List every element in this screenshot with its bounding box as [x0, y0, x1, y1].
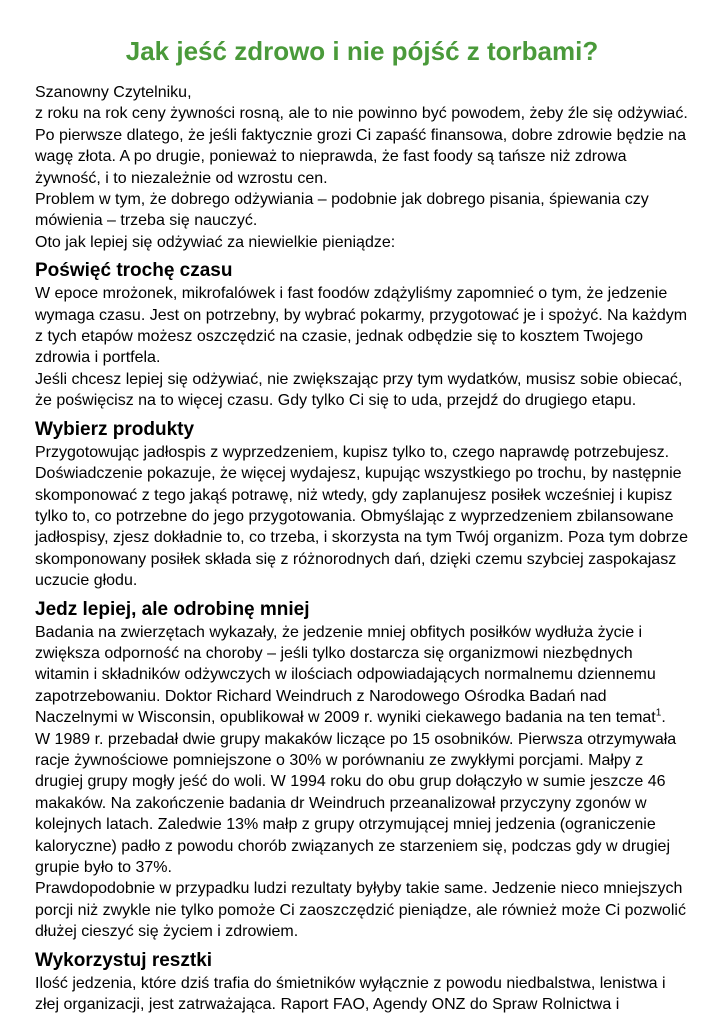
- section-time: [35, 259, 689, 411]
- page-title: Jak jeść zdrowo i nie pójść z torbami?: [125, 36, 599, 66]
- intro-paragraph: z roku na rok ceny żywności rosną, ale to nie powinno być powodem, żeby źle się odżywiać. Po pierwsze dlatego, że jeśli faktycznie grozi Ci zapaść finansowa, dobre zdrowie będzie na wagę złota. A po drugie, ponieważ to nieprawda, że fast foody są tańsze niż zdrowa żywność, i to niezależnie od wzrostu cen.: [35, 105, 688, 187]
- section-paragraph: W 1989 r. przebadał dwie grupy makaków liczące po 15 osobników. Pierwsza otrzymywała racje żywnościowe pomniejszone o 30% w porównaniu ze zwykłymi porcjami. Małpy z drugiej grupy mogły jeść do woli. W 1994 roku do obu grup dołączyło w sumie jeszcze 46 makaków. Na zakończenie badania dr Weindruch przeanalizował przyczyny zgonów w kolejnych latach. Zaledwie 13% małp z grupy otrzymującej mniej jedzenia (ograniczenie kaloryczne) padło z powodu chorób związanych ze starzeniem się, podczas gdy w drugiej grupie było to 37%.: [35, 730, 677, 876]
- paragraph-text: Badania na zwierzętach wykazały, że jedzenie mniej obfitych posiłków wydłuża życie i zwiększa odporność na choroby – jeśli tylko dostarcza się organizmowi niezbędnych witamin i składników odżywczych w ilościach odpowiadających normalnemu dziennemu zapotrzebowaniu. Doktor Richard Weindruch z Narodowego Ośrodka Badań nad Naczelnymi w Wisconsin, opublikował w 2009 r. wyniki ciekawego badania na ten temat: [35, 623, 656, 727]
- section-leftovers: [35, 949, 689, 1016]
- intro-paragraph: Oto jak lepiej się odżywiać za niewielkie pieniądze:: [35, 233, 396, 251]
- section-paragraph: Jeśli chcesz lepiej się odżywiać, nie zwiększając przy tym wydatków, musisz sobie obiecać, że poświęcisz na to więcej czasu. Gdy tylko Ci się to uda, przejdź do drugiego etapu.: [35, 370, 683, 410]
- section-heading: Wybierz produkty: [35, 418, 195, 440]
- section-eat-less: [35, 598, 689, 943]
- intro-greeting: Szanowny Czytelniku,: [35, 84, 192, 101]
- section-heading: Poświęć trochę czasu: [35, 260, 233, 282]
- section-products: [35, 418, 689, 592]
- section-paragraph: W epoce mrożonek, mikrofalówek i fast foodów zdążyliśmy zapomnieć o tym, że jedzenie wymaga czasu. Jest on potrzebny, by wybrać pokarmy, przygotować je i spożyć. Na każdym z tych etapów możesz oszczędzić na czasie, jednak odbędzie się to kosztem Twojego zdrowia i portfela.: [35, 285, 688, 367]
- section-heading: Wykorzystuj resztki: [35, 949, 213, 971]
- intro: [35, 82, 689, 253]
- section-paragraph: Przygotowując jadłospis z wyprzedzeniem, kupisz tylko to, czego naprawdę potrzebujesz. Doświadczenie pokazuje, że więcej wydajesz, kupując wszystkiego po trochu, by następnie skomponować z tego jakąś potrawę, niż wtedy, gdy zaplanujesz posiłek wcześniej i kupisz tylko to, co potrzebne do jego przygotowania. Obmyślając z wyprzedzeniem zbilansowane jadłospisy, zjesz dokładnie to, co trzeba, i skorzysta na tym Twój organizm. Poza tym dobrze skomponowany posiłek składa się z różnorodnych dań, dzięki czemu szybciej zaspokajasz uczucie głodu.: [35, 443, 689, 590]
- section-paragraph: Ilość jedzenia, które dziś trafia do śmietników wyłącznie z powodu niedbalstwa, lenistwa i złej organizacji, jest zatrważająca. Raport FAO, Agendy ONZ do Spraw Rolnictwa i: [35, 974, 666, 1014]
- footnote-mark[interactable]: 1: [655, 707, 662, 719]
- section-heading: Jedz lepiej, ale odrobinę mniej: [35, 598, 310, 620]
- section-paragraph: Badania na zwierzętach wykazały, że jedzenie mniej obfitych posiłków wydłuża życie i zwiększa odporność na choroby – jeśli tylko dostarcza się organizmowi niezbędnych witamin i składników odżywczych w ilościach odpowiadających normalnemu dziennemu zapotrzebowaniu. Doktor Richard Weindruch z Narodowego Ośrodka Badań nad Naczelnymi w Wisconsin, opublikował w 2009 r. wyniki ciekawego badania na ten temat$^1$.: [35, 623, 666, 727]
- section-paragraph: Prawdopodobnie w przypadku ludzi rezultaty byłyby takie same. Jedzenie nieco mniejszych porcji niż zwykle nie tylko pomoże Ci zaoszczędzić pieniądze, ale również może Ci pozwolić dłużej cieszyć się życiem i zdrowiem.: [35, 880, 686, 941]
- intro-paragraph: Problem w tym, że dobrego odżywiania – podobnie jak dobrego pisania, śpiewania czy mówienia – trzeba się nauczyć.: [35, 191, 649, 230]
